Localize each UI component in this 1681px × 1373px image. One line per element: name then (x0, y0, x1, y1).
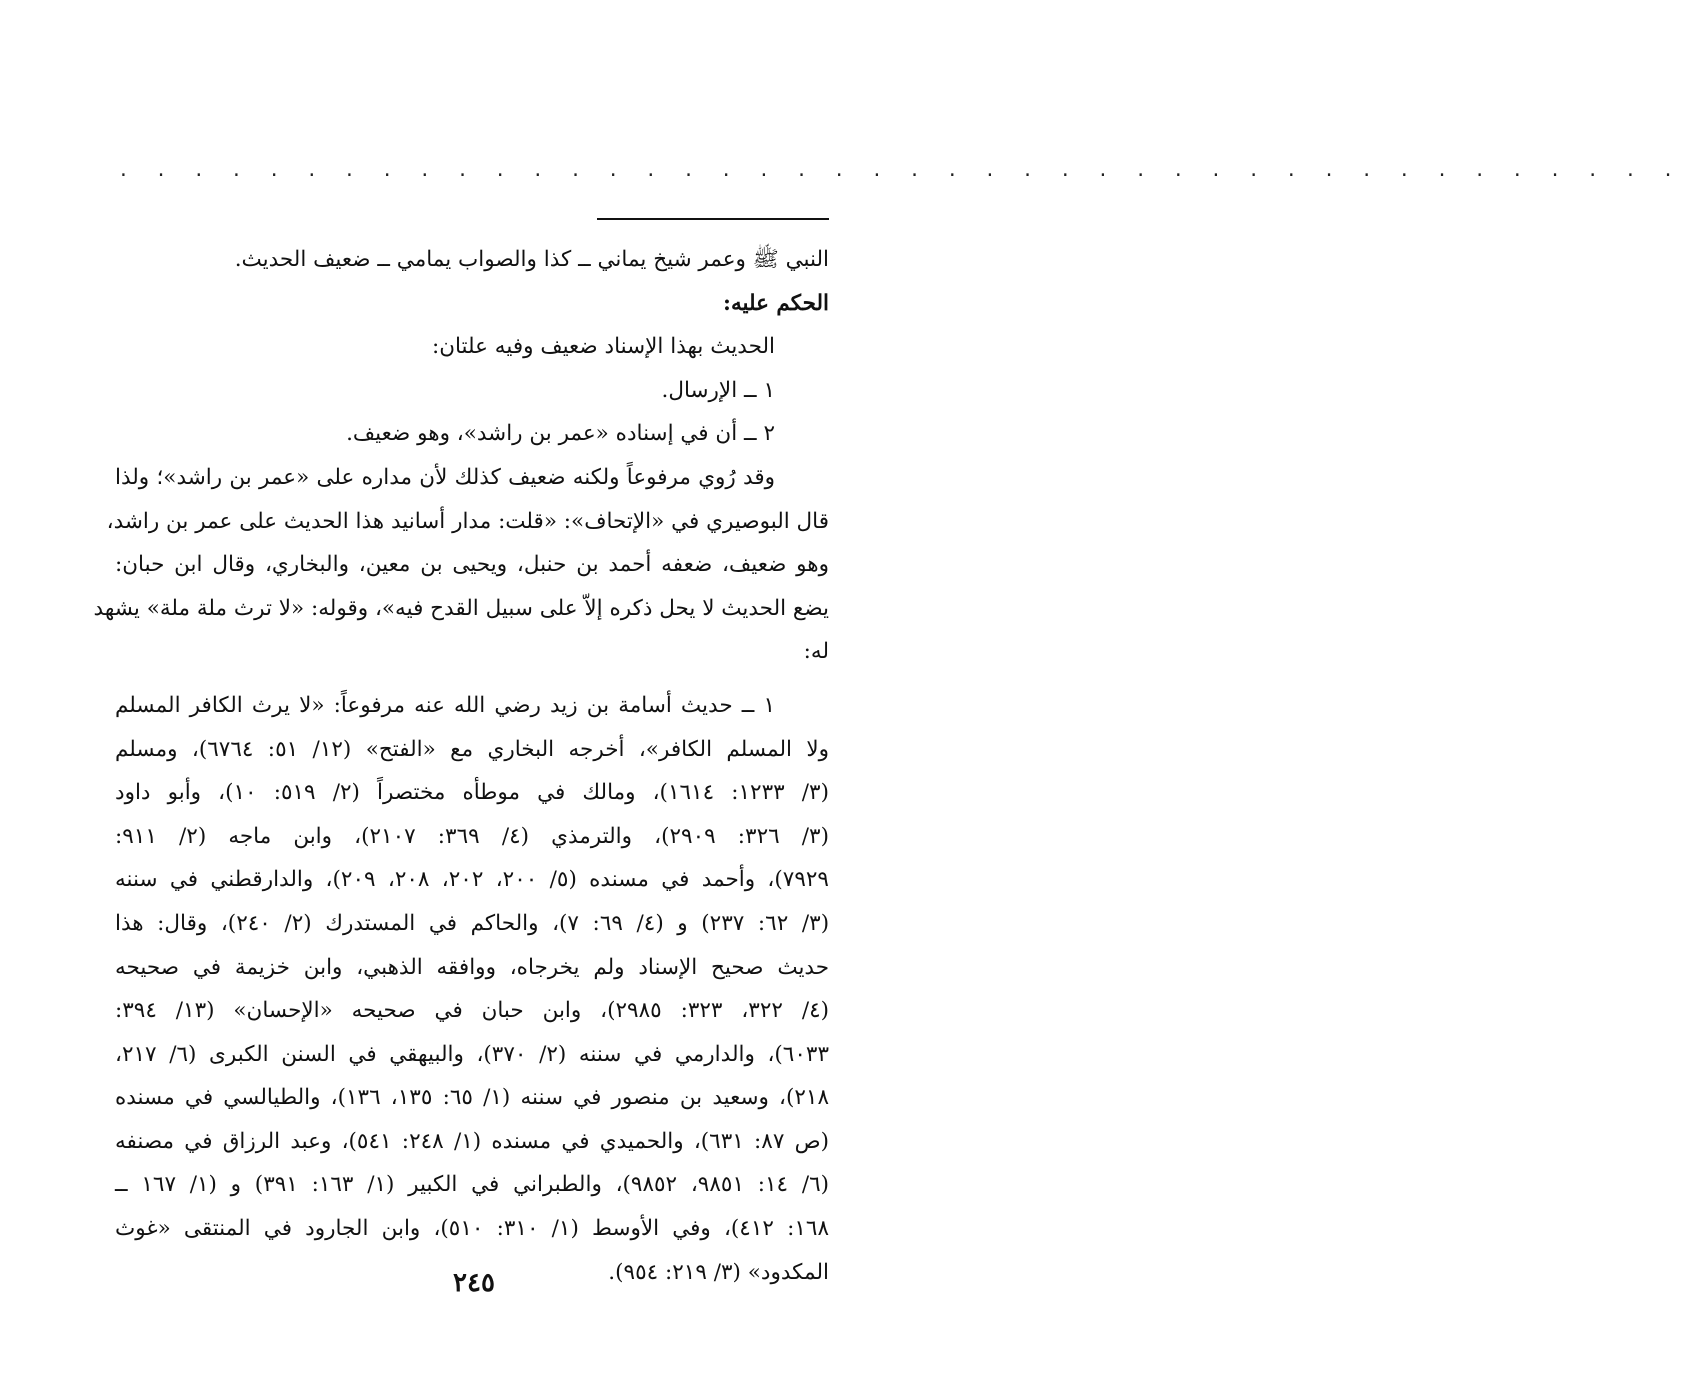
text-line: (٤/ ٣٢٢، ٣٢٣: ٢٩٨٥)، وابن حبان في صحيحه «الإحسان» (١٣/ ٣٩٤: (115, 998, 830, 1024)
text-line: له: (803, 639, 829, 665)
text-line: (٣/ ١٢٣٣: ١٦١٤)، ومالك في موطأه مختصراً (٢/ ٥١٩: ١٠)، وأبو داود (115, 780, 829, 806)
text-line: (ص ٨٧: ٦٣١)، والحميدي في مسنده (١/ ٢٤٨: ٥٤١)، وعبد الرزاق في مصنفه (115, 1128, 830, 1154)
text-line: وقد رُوي مرفوعاً ولكنه ضعيف كذلك لأن مداره على «عمر بن راشد»؛ ولذا (115, 464, 775, 490)
footnote-rule (597, 218, 829, 220)
text-line: النبي ﷺ وعمر شيخ يماني ــ كذا والصواب يمامي ــ ضعيف الحديث. (234, 247, 829, 272)
text-line: ٦٠٣٣)، والدارمي في سننه (٢/ ٣٧٠)، والبيهقي في السنن الكبرى (٦/ ٢١٧، (115, 1041, 829, 1067)
body-text (93, 238, 830, 1294)
text-line: حديث صحيح الإسناد ولم يخرجاه، ووافقه الذهبي، وابن خزيمة في صحيحه (115, 954, 829, 980)
text-line: (٣/ ٦٢: ٢٣٧) و (٤/ ٦٩: ٧)، والحاكم في المستدرك (٢/ ٢٤٠)، وقال: هذا (115, 910, 830, 936)
text-line: (٣/ ٣٢٦: ٢٩٠٩)، والترمذي (٤/ ٣٦٩: ٢١٠٧)، وابن ماجه (٢/ ٩١١: (115, 823, 829, 849)
page-number: ٢٤٥ (453, 1268, 495, 1298)
separator-dots: . . . . . . . . . . . . . . . . . . . . . . . . . . . . . . . . . . . . . . . . . . (118, 160, 1681, 181)
text-line: ١٦٨: ٤١٢)، وفي الأوسط (١/ ٣١٠: ٥١٠)، وابن الجارود في المنتقى «غوث (115, 1216, 830, 1242)
text-line: ٧٩٢٩)، وأحمد في مسنده (٥/ ٢٠٠، ٢٠٢، ٢٠٨، ٢٠٩)، والدارقطني في سننه (115, 867, 829, 893)
list-item: ١ ــ الإرسال. (661, 377, 775, 403)
text-line: الحديث بهذا الإسناد ضعيف وفيه علتان: (431, 334, 775, 360)
text-line: قال البوصيري في «الإتحاف»: «قلت: مدار أسانيد هذا الحديث على عمر بن راشد، (106, 508, 829, 534)
text-line: المكدود» (٣/ ٢١٩: ٩٥٤). (608, 1259, 829, 1285)
text-line: (٦/ ١٤: ٩٨٥١، ٩٨٥٢)، والطبراني في الكبير (١/ ١٦٣: ٣٩١) و (١/ ١٦٧ ــ (115, 1172, 830, 1198)
text-line: يضع الحديث لا يحل ذكره إلاّ على سبيل القدح فيه»، وقوله: «لا ترث ملة ملة» يشهد (93, 595, 829, 621)
list-item: ١ ــ حديث أسامة بن زيد رضي الله عنه مرفوعاً: «لا يرث الكافر المسلم (115, 692, 775, 718)
section-heading: الحكم عليه: (723, 290, 829, 316)
text-line: وهو ضعيف، ضعفه أحمد بن حنبل، ويحيى بن معين، والبخاري، وقال ابن حبان: (115, 552, 829, 578)
list-item: ٢ ــ أن في إسناده «عمر بن راشد»، وهو ضعيف. (346, 421, 775, 447)
text-line: ٢١٨)، وسعيد بن منصور في سننه (١/ ٦٥: ١٣٥، ١٣٦)، والطيالسي في مسنده (115, 1085, 830, 1111)
text-line: ولا المسلم الكافر»، أخرجه البخاري مع «الفتح» (١٢/ ٥١: ٦٧٦٤)، ومسلم (115, 736, 830, 762)
